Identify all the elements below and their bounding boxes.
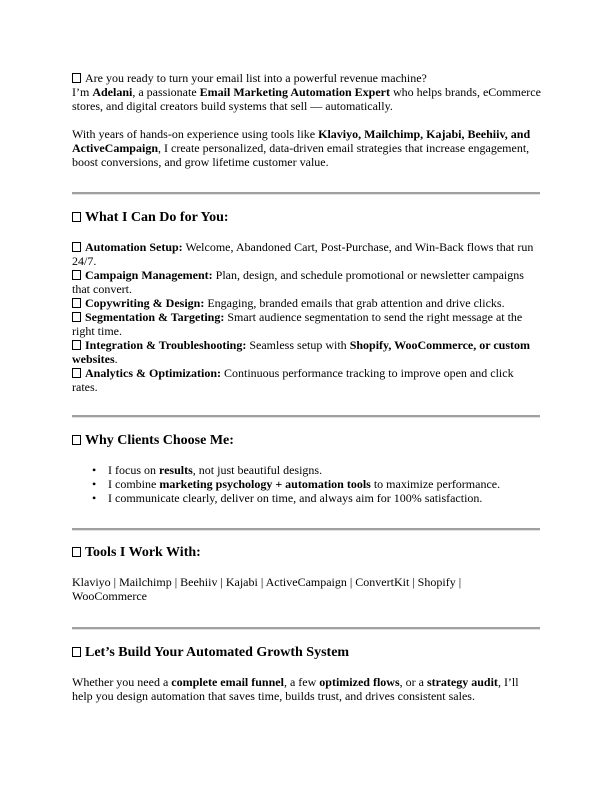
text-run: Are you ready to turn your email list into a powerful revenue machine?	[85, 71, 427, 85]
bold-text: Adelani	[92, 85, 133, 99]
service-item	[72, 366, 542, 394]
emoji-placeholder-icon	[72, 435, 81, 445]
bold-text: complete email funnel	[171, 675, 284, 689]
bold-text: Segmentation & Targeting:	[85, 310, 225, 324]
text-run: Continuous performance tracking to improve open and click rates.	[72, 366, 514, 394]
bold-text: Klaviyo, Mailchimp, Kajabi, Beehiiv, and ActiveCampaign	[72, 127, 531, 155]
divider	[72, 192, 540, 195]
text-run: , not just beautiful designs.	[192, 463, 323, 477]
services-heading-text: What I Can Do for You:	[85, 210, 229, 225]
why-heading	[72, 433, 542, 449]
text-run: With years of hands-on experience using tools like	[72, 127, 319, 141]
intro-paragraph	[72, 85, 542, 113]
divider	[72, 627, 540, 630]
bold-text: strategy audit	[426, 675, 498, 689]
text-run: , a few	[283, 675, 320, 689]
service-item	[72, 240, 542, 268]
divider	[72, 415, 540, 418]
tools-heading-text: Tools I Work With:	[85, 545, 201, 560]
text-run: Engaging, branded emails that grab attention and drive clicks.	[204, 296, 505, 310]
cta-heading	[72, 645, 542, 661]
cta-paragraph	[72, 675, 522, 703]
why-heading-text: Why Clients Choose Me:	[85, 433, 234, 448]
text-run: Plan, design, and schedule promotional or newsletter campaigns that convert.	[72, 268, 524, 296]
service-item	[72, 296, 542, 310]
services-list	[72, 240, 542, 394]
intro-line	[72, 71, 542, 85]
text-run: , I’ll help you design automation that saves time, builds trust, and drives consistent sales.	[72, 675, 519, 703]
text-run: , or a	[399, 675, 427, 689]
bold-text: Analytics & Optimization:	[85, 366, 221, 380]
emoji-placeholder-icon	[72, 547, 81, 557]
text-run: , I create personalized, data-driven email strategies that increase engagement, boost conversions, and grow lifetime customer value.	[72, 141, 530, 169]
intro-section	[72, 71, 542, 113]
text-run: I focus on	[108, 463, 159, 477]
text-run: Seamless setup with	[246, 338, 350, 352]
text-run: , a passionate	[132, 85, 200, 99]
tools-heading	[72, 545, 542, 561]
text-run: Welcome, Abandoned Cart, Post-Purchase, and Win-Back flows that run 24/7.	[72, 240, 534, 268]
emoji-placeholder-icon	[72, 368, 81, 378]
text-run: Smart audience segmentation to send the right message at the right time.	[72, 310, 523, 338]
experience-paragraph	[72, 127, 542, 169]
divider	[72, 528, 540, 531]
services-heading	[72, 210, 542, 226]
why-item	[108, 491, 542, 505]
bold-text: Automation Setup:	[85, 240, 183, 254]
bold-text: optimized flows	[319, 675, 400, 689]
service-item	[72, 310, 542, 338]
why-list	[72, 463, 542, 505]
why-item	[108, 477, 542, 491]
bold-text: results	[159, 463, 193, 477]
text-run: to maximize performance.	[370, 477, 501, 491]
emoji-placeholder-icon	[72, 212, 81, 222]
emoji-placeholder-icon	[72, 73, 81, 83]
text-run: I communicate clearly, deliver on time, and always aim for 100% satisfaction.	[108, 491, 483, 505]
cta-section	[72, 645, 542, 703]
tools-section	[72, 545, 542, 603]
emoji-placeholder-icon	[72, 340, 81, 350]
bold-text: Copywriting & Design:	[85, 296, 205, 310]
bold-text: Email Marketing Automation Expert	[199, 85, 390, 99]
cta-heading-text: Let’s Build Your Automated Growth System	[85, 645, 350, 660]
emoji-placeholder-icon	[72, 242, 81, 252]
emoji-placeholder-icon	[72, 270, 81, 280]
text-run: I’m	[72, 85, 93, 99]
emoji-placeholder-icon	[72, 298, 81, 308]
services-section	[72, 210, 542, 394]
service-item	[72, 338, 542, 366]
emoji-placeholder-icon	[72, 312, 81, 322]
why-section	[72, 433, 542, 505]
bold-text: Campaign Management:	[85, 268, 213, 282]
text-run: Whether you need a	[72, 675, 172, 689]
bold-text: marketing psychology + automation tools	[159, 477, 371, 491]
bold-text: Integration & Troubleshooting:	[85, 338, 247, 352]
text-run: who helps brands, eCommerce stores, and digital creators build systems that sell — automatically.	[72, 85, 541, 113]
intro-question	[85, 71, 427, 85]
text-run: .	[114, 352, 118, 366]
text-run: I combine	[108, 477, 160, 491]
bold-text: Shopify, WooCommerce, or custom websites	[72, 338, 531, 366]
tools-list-text: Klaviyo | Mailchimp | Beehiiv | Kajabi | ActiveCampaign | ConvertKit | Shopify | WooCommerce	[72, 575, 462, 603]
emoji-placeholder-icon	[72, 647, 81, 657]
why-item	[108, 463, 542, 477]
service-item	[72, 268, 542, 296]
